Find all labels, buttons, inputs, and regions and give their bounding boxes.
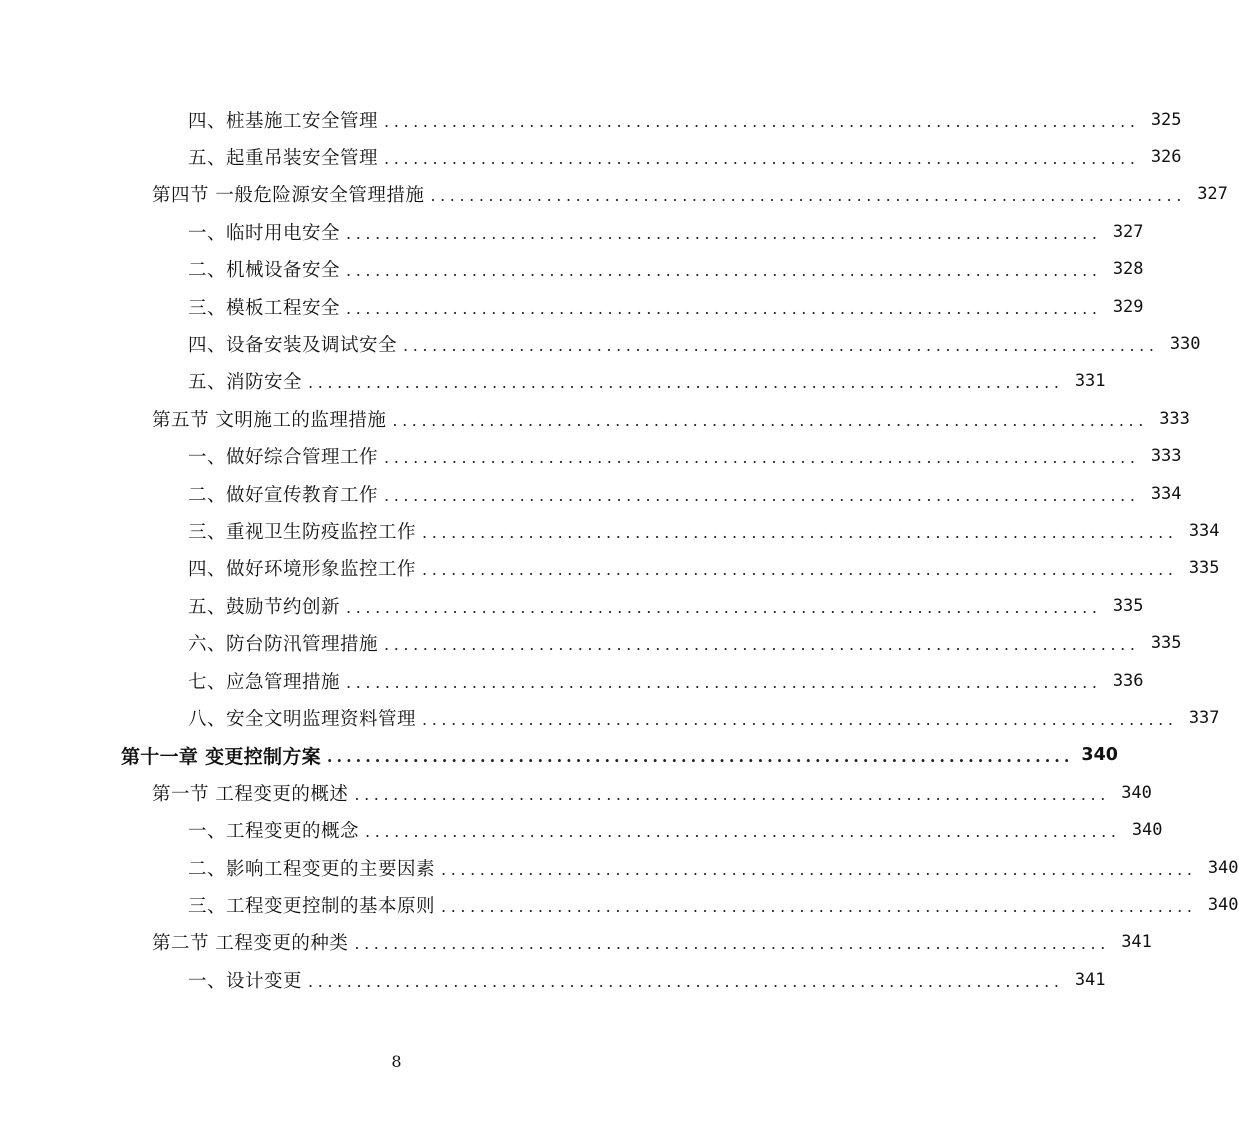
toc-entry-page: 331 bbox=[1074, 371, 1106, 392]
toc-entry-page: 337 bbox=[1188, 707, 1220, 728]
table-of-contents bbox=[0, 101, 1239, 998]
toc-entry-label: 八、安全文明监理资料管理 bbox=[188, 708, 417, 730]
toc-entry[interactable] bbox=[0, 961, 1106, 998]
toc-entry[interactable] bbox=[0, 363, 1106, 400]
toc-entry-label: 三、模板工程安全 bbox=[188, 297, 341, 319]
toc-entry-label: 三、重视卫生防疫监控工作 bbox=[188, 521, 417, 543]
toc-entry[interactable] bbox=[0, 138, 1182, 175]
toc-entry[interactable] bbox=[0, 512, 1220, 549]
toc-entry-label: 五、起重吊装安全管理 bbox=[188, 148, 379, 170]
toc-entry-label: 五、鼓励节约创新 bbox=[188, 596, 341, 618]
toc-entry[interactable] bbox=[0, 550, 1220, 587]
toc-entry-page: 330 bbox=[1169, 334, 1201, 355]
toc-entry-page: 340 bbox=[1207, 857, 1239, 878]
page-number: 8 bbox=[391, 1052, 402, 1071]
toc-entry-label: 第五节 文明施工的监理措施 bbox=[152, 409, 387, 431]
toc-entry-label: 四、桩基施工安全管理 bbox=[188, 110, 379, 132]
toc-entry-page: 333 bbox=[1150, 446, 1182, 467]
toc-entry-label: 第十一章 变更控制方案 bbox=[121, 745, 321, 768]
dot-leader: .............................................................................. bbox=[441, 896, 1197, 916]
toc-entry[interactable] bbox=[0, 101, 1182, 138]
toc-entry-page: 333 bbox=[1159, 408, 1190, 429]
toc-entry[interactable] bbox=[0, 325, 1201, 362]
toc-entry-label: 二、机械设备安全 bbox=[188, 260, 341, 282]
toc-entry-page: 334 bbox=[1150, 483, 1182, 504]
toc-entry-page: 334 bbox=[1188, 520, 1220, 541]
toc-entry[interactable] bbox=[0, 774, 1152, 811]
dot-leader: .............................................................................. bbox=[392, 410, 1148, 430]
toc-entry-label: 一、做好综合管理工作 bbox=[188, 447, 379, 469]
toc-entry-label: 七、应急管理措施 bbox=[188, 671, 341, 693]
toc-entry-page: 329 bbox=[1112, 296, 1144, 317]
toc-entry-page: 335 bbox=[1150, 633, 1182, 654]
toc-entry-page: 328 bbox=[1112, 259, 1144, 280]
dot-leader: .............................................................................. bbox=[346, 261, 1102, 281]
toc-entry-page: 340 bbox=[1121, 782, 1152, 803]
toc-entry[interactable] bbox=[0, 886, 1239, 923]
dot-leader: .............................................................................. bbox=[346, 597, 1102, 617]
toc-entry[interactable] bbox=[0, 288, 1144, 325]
toc-entry[interactable] bbox=[0, 811, 1163, 848]
dot-leader: .............................................................................. bbox=[346, 672, 1102, 692]
toc-entry-label: 四、做好环境形象监控工作 bbox=[188, 559, 417, 581]
toc-entry-label: 三、工程变更控制的基本原则 bbox=[188, 895, 436, 917]
toc-entry-label: 四、设备安装及调试安全 bbox=[188, 335, 398, 357]
dot-leader: .............................................................................. bbox=[346, 223, 1102, 243]
toc-entry-label: 一、设计变更 bbox=[188, 970, 303, 992]
toc-entry-label: 二、做好宣传教育工作 bbox=[188, 484, 379, 506]
toc-entry-page: 341 bbox=[1074, 969, 1106, 990]
dot-leader: .............................................................................. bbox=[354, 784, 1110, 804]
toc-entry[interactable] bbox=[0, 662, 1144, 699]
toc-entry-label: 二、影响工程变更的主要因素 bbox=[188, 858, 436, 880]
dot-leader: .............................................................................. bbox=[422, 522, 1178, 542]
dot-leader: .............................................................................. bbox=[384, 111, 1140, 131]
dot-leader: .............................................................................. bbox=[441, 859, 1197, 879]
toc-entry-label: 一、工程变更的概念 bbox=[188, 821, 360, 843]
dot-leader: .............................................................................. bbox=[365, 822, 1121, 842]
toc-entry[interactable] bbox=[0, 699, 1220, 736]
toc-entry-page: 340 bbox=[1081, 745, 1118, 766]
toc-entry[interactable] bbox=[0, 924, 1152, 961]
dot-leader: .............................................................................. bbox=[403, 336, 1159, 356]
dot-leader: .............................................................................. bbox=[346, 298, 1102, 318]
toc-entry-label: 六、防台防汛管理措施 bbox=[188, 634, 379, 656]
toc-entry[interactable] bbox=[0, 251, 1144, 288]
dot-leader: .............................................................................. bbox=[384, 448, 1140, 468]
toc-entry[interactable] bbox=[0, 438, 1182, 475]
dot-leader: .............................................................................. bbox=[384, 485, 1140, 505]
toc-entry-page: 340 bbox=[1131, 820, 1163, 841]
toc-entry[interactable] bbox=[0, 475, 1182, 512]
toc-entry-page: 326 bbox=[1150, 147, 1182, 168]
toc-entry-label: 第四节 一般危险源安全管理措施 bbox=[152, 185, 425, 207]
toc-entry-page: 335 bbox=[1188, 558, 1220, 579]
toc-entry-page: 327 bbox=[1197, 184, 1228, 205]
dot-leader: .............................................................................. bbox=[384, 635, 1140, 655]
dot-leader: .............................................................................. bbox=[384, 149, 1140, 169]
toc-entry-label: 第二节 工程变更的种类 bbox=[152, 933, 349, 955]
toc-entry-page: 336 bbox=[1112, 670, 1144, 691]
dot-leader: .............................................................................. bbox=[430, 186, 1186, 206]
toc-entry-label: 第一节 工程变更的概述 bbox=[152, 783, 349, 805]
dot-leader: .............................................................................. bbox=[354, 934, 1110, 954]
dot-leader: .............................................................................. bbox=[308, 373, 1064, 393]
toc-entry[interactable] bbox=[0, 400, 1190, 437]
toc-entry-label: 五、消防安全 bbox=[188, 372, 303, 394]
toc-entry[interactable] bbox=[0, 624, 1182, 661]
toc-entry-page: 341 bbox=[1121, 932, 1152, 953]
toc-chapter-entry[interactable] bbox=[0, 737, 1118, 774]
toc-entry-page: 325 bbox=[1150, 109, 1182, 130]
dot-leader: .............................................................................. bbox=[422, 709, 1178, 729]
dot-leader: .............................................................................. bbox=[326, 747, 1074, 767]
toc-entry[interactable] bbox=[0, 176, 1228, 213]
toc-entry-page: 340 bbox=[1207, 894, 1239, 915]
dot-leader: .............................................................................. bbox=[308, 971, 1064, 991]
toc-entry-page: 327 bbox=[1112, 221, 1144, 242]
toc-entry-page: 335 bbox=[1112, 595, 1144, 616]
toc-entry[interactable] bbox=[0, 213, 1144, 250]
toc-entry[interactable] bbox=[0, 587, 1144, 624]
toc-entry[interactable] bbox=[0, 849, 1239, 886]
dot-leader: .............................................................................. bbox=[422, 560, 1178, 580]
toc-entry-label: 一、临时用电安全 bbox=[188, 222, 341, 244]
